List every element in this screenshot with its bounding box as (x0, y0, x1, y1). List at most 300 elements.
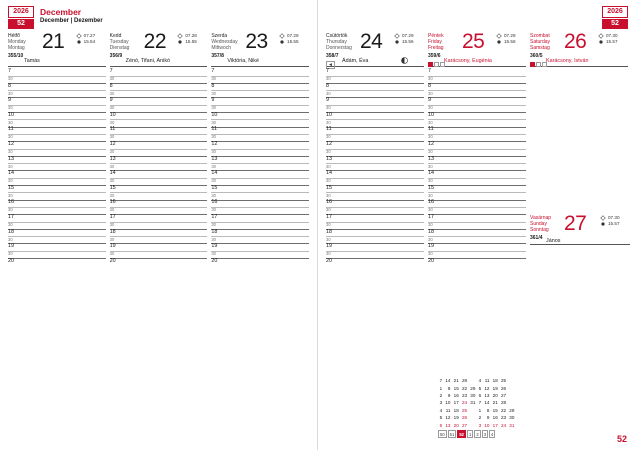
mini-cal-cell: 3 (478, 422, 482, 428)
half-hour-label: 30 (326, 178, 331, 184)
half-hour-label: 30 (8, 105, 13, 111)
hour-label: 7 (326, 68, 329, 74)
half-hour-label: 30 (8, 236, 13, 242)
day-of-year-friday: 359/6 (428, 53, 441, 59)
weekday-de-monday: Montag (8, 45, 25, 52)
hour-label: 13 (211, 155, 218, 162)
hour-label: 8 (326, 82, 329, 89)
holiday-markers-friday (428, 62, 445, 67)
hour-label: 18 (8, 228, 14, 235)
week-chip-50[interactable]: 50 (440, 431, 445, 437)
mini-cal-cell: 4 (478, 378, 482, 384)
year-label-left: 2026 (8, 6, 34, 18)
left-day-columns (8, 32, 309, 273)
weekday-en-tuesday: Tuesday (109, 39, 129, 46)
date-number-saturday: 26 (564, 30, 587, 53)
sunset-icon (76, 39, 82, 45)
mini-cal-cell: 13 (445, 422, 451, 428)
mini-cal-cell: 8 (447, 385, 451, 391)
hour-label: 17 (109, 213, 116, 220)
half-hour-label: 30 (428, 192, 433, 198)
half-hour-label: 30 (428, 134, 433, 140)
mini-calendar-week-strip[interactable] (438, 430, 516, 438)
hour-label: 8 (211, 82, 215, 89)
mini-cal-cell: 26 (500, 385, 507, 391)
sunset-icon (600, 221, 606, 227)
half-hour-label: 30 (428, 148, 433, 154)
mini-cal-cell: 19 (453, 415, 459, 421)
moon-phase-icon (401, 51, 408, 69)
mini-cal-cell: 9 (486, 415, 490, 421)
day-block-sunday (530, 214, 630, 245)
mini-cal-cell: 23 (461, 392, 468, 398)
day-divider-sunday (530, 244, 630, 245)
hour-label: 15 (326, 184, 332, 191)
mini-cal-cell: 22 (500, 407, 507, 413)
sunset-time-monday: 15.54 (83, 39, 96, 44)
half-hour-label: 30 (109, 148, 115, 154)
hour-label: 19 (428, 243, 434, 250)
hour-label: 8 (428, 82, 431, 89)
sunset-icon (496, 39, 502, 45)
hour-label: 15 (428, 184, 434, 191)
sun-times-thursday (394, 33, 424, 45)
date-number-friday: 25 (462, 30, 485, 53)
sunset-time-friday: 15.56 (504, 39, 516, 44)
hour-label: 17 (8, 213, 14, 220)
sunset-icon (279, 39, 285, 45)
half-hour-label: 30 (109, 178, 115, 184)
half-hour-label: 30 (109, 163, 115, 169)
mini-cal-cell: 18 (492, 378, 498, 384)
week-chip-1[interactable]: 1 (469, 431, 472, 437)
half-hour-label: 30 (326, 251, 331, 257)
day-header-wednesday (211, 32, 309, 66)
hour-label: 7 (8, 68, 11, 74)
half-hour-label: 30 (109, 105, 115, 111)
half-hour-label: 30 (326, 90, 331, 96)
mini-cal-cell: 20 (453, 422, 459, 428)
hour-label: 18 (428, 228, 434, 235)
mini-cal-cell: 3 (439, 400, 443, 406)
half-hour-label: 30 (109, 236, 115, 242)
hour-label: 20 (8, 257, 14, 264)
weekday-en-monday: Monday (8, 39, 26, 46)
mini-calendar[interactable] (438, 377, 516, 438)
weekday-de-friday: Freitag (428, 45, 444, 52)
hour-grid-tuesday[interactable] (110, 69, 208, 273)
mini-cal-cell: 9 (447, 392, 451, 398)
nameday-thursday: Ádám, Éva (342, 58, 369, 64)
weekday-hu-monday: Hétfő (8, 33, 20, 39)
mini-cal-cell: 10 (484, 422, 490, 428)
year-week-badge-left (8, 6, 34, 29)
hour-label: 20 (211, 257, 218, 264)
hour-label: 14 (8, 170, 14, 177)
half-hour-label: 30 (109, 251, 115, 257)
hour-label: 7 (428, 68, 431, 74)
day-divider-tuesday (110, 66, 208, 67)
weekday-hu-tuesday: Kedd (109, 33, 122, 39)
mini-cal-cell: 1 (439, 385, 443, 391)
hour-label: 18 (109, 228, 116, 235)
weekday-de-wednesday: Mittwoch (211, 45, 232, 52)
mini-cal-cell: 16 (453, 392, 459, 398)
half-hour-label: 30 (8, 207, 13, 213)
half-hour-label: 30 (8, 148, 13, 154)
day-column-monday (8, 32, 106, 273)
sunset-time-wednesday: 15.55 (287, 39, 299, 44)
half-hour-label: 30 (326, 105, 331, 111)
hour-label: 10 (428, 111, 434, 118)
hour-label: 16 (211, 199, 218, 206)
sunrise-time-sunday: 07.30 (608, 215, 620, 220)
hour-label: 15 (8, 184, 14, 191)
mini-cal-cell: 25 (500, 378, 507, 384)
day-of-year-wednesday: 357/8 (211, 53, 224, 59)
day-header-thursday (326, 32, 424, 66)
mini-cal-cell: 18 (453, 407, 459, 413)
mini-cal-cell: 23 (500, 415, 507, 421)
hour-label: 11 (326, 126, 332, 133)
sunset-time-saturday: 15.57 (606, 39, 618, 44)
mini-cal-cell: 27 (461, 422, 468, 428)
date-number-sunday: 27 (564, 212, 587, 235)
day-header-sunday (530, 214, 630, 244)
date-number-thursday: 24 (360, 30, 383, 53)
mini-cal-cell: 5 (478, 385, 482, 391)
mini-calendar-grid (438, 377, 516, 429)
sunrise-time-friday: 07.29 (504, 33, 516, 38)
mini-cal-cell: 7 (478, 400, 482, 406)
half-hour-label: 30 (326, 192, 331, 198)
mini-cal-cell: 20 (492, 392, 498, 398)
hour-label: 9 (428, 97, 431, 104)
hour-label: 20 (109, 257, 116, 264)
weekday-en-wednesday: Wednesday (211, 39, 238, 46)
nameday-monday: Tamás (24, 58, 40, 64)
half-hour-label: 30 (211, 221, 217, 227)
day-header-tuesday (110, 32, 208, 66)
sunset-time-thursday: 15.56 (402, 39, 414, 44)
mini-cal-cell: 28 (461, 378, 468, 384)
hour-label: 14 (428, 170, 434, 177)
weekday-hu-friday: Péntek (428, 33, 444, 39)
mini-cal-cell: 26 (461, 415, 468, 421)
half-hour-label: 30 (326, 163, 331, 169)
half-hour-label: 30 (211, 119, 217, 125)
sun-times-saturday (598, 33, 628, 45)
mini-cal-cell: 10 (445, 400, 451, 406)
mini-cal-cell: 15 (453, 385, 459, 391)
nameday-sunday: János (546, 238, 561, 244)
day-header-saturday (530, 32, 628, 66)
weekday-hu-saturday: Szombat (530, 33, 550, 39)
previous-week-marker[interactable]: ◄ (328, 62, 333, 68)
mini-cal-cell: 8 (486, 407, 490, 413)
mini-cal-cell: 16 (492, 415, 498, 421)
hour-label: 9 (326, 97, 329, 104)
nameday-saturday: Karácsony, István (546, 58, 589, 64)
half-hour-label: 30 (211, 148, 217, 154)
sun-times-wednesday (279, 33, 309, 45)
hour-label: 15 (109, 184, 116, 191)
day-divider-thursday (326, 66, 424, 67)
half-hour-label: 30 (109, 207, 115, 213)
half-hour-label: 30 (8, 76, 13, 81)
weekday-hu-thursday: Csütörtök (326, 33, 348, 39)
sun-times-sunday (600, 215, 630, 227)
sunrise-time-wednesday: 07.29 (287, 33, 299, 38)
nameday-tuesday: Zénó, Tifani, Anikó (125, 58, 171, 64)
mini-cal-cell: 2 (439, 392, 443, 398)
day-divider-monday (8, 66, 106, 67)
nameday-wednesday: Viktória, Niké (227, 58, 260, 64)
week-number-left: 52 (8, 19, 34, 29)
mini-cal-cell: 17 (453, 400, 459, 406)
mini-cal-cell: 13 (484, 392, 490, 398)
half-hour-label: 30 (428, 119, 433, 125)
half-hour-label: 30 (8, 119, 13, 125)
holiday-markers-saturday (530, 62, 547, 67)
hour-label: 11 (109, 126, 116, 133)
hour-label: 19 (109, 243, 116, 250)
day-header-monday (8, 32, 106, 66)
sunrise-time-tuesday: 07.28 (185, 33, 197, 38)
hour-label: 7 (211, 68, 215, 74)
hour-label: 9 (109, 97, 113, 104)
day-of-year-thursday: 358/7 (326, 53, 339, 59)
hour-label: 17 (428, 213, 434, 220)
hour-grid-friday[interactable] (428, 69, 526, 273)
half-hour-label: 30 (428, 251, 433, 257)
day-of-year-tuesday: 356/9 (109, 53, 123, 59)
hour-label: 9 (211, 97, 215, 104)
hour-label: 16 (8, 199, 14, 206)
date-number-monday: 21 (42, 30, 65, 53)
weekday-de-sunday: Sonntag (530, 227, 549, 234)
weekday-en-saturday: Saturday (530, 39, 551, 46)
half-hour-label: 30 (109, 134, 115, 140)
mini-cal-cell: 31 (509, 422, 515, 428)
mini-cal-cell: 5 (439, 415, 443, 421)
half-hour-label: 30 (8, 251, 13, 257)
month-name: December (40, 7, 82, 17)
mini-cal-cell: 30 (509, 415, 515, 421)
mini-cal-cell: 19 (492, 385, 498, 391)
hour-label: 12 (428, 140, 434, 147)
mini-cal-cell: 30 (470, 392, 476, 398)
half-hour-label: 30 (428, 76, 433, 81)
hour-label: 18 (211, 228, 218, 235)
sunrise-time-saturday: 07.30 (606, 33, 618, 38)
hour-label: 8 (109, 82, 113, 89)
mini-cal-cell: 17 (492, 422, 498, 428)
half-hour-label: 30 (109, 76, 115, 81)
day-divider-wednesday (211, 66, 309, 67)
week-chip-52[interactable]: 52 (459, 431, 465, 437)
year-label-right: 2026 (602, 6, 628, 18)
half-hour-label: 30 (326, 207, 331, 213)
weekday-hu-sunday: Vasárnap (530, 215, 552, 221)
mini-cal-cell: 6 (439, 422, 443, 428)
hour-label: 10 (211, 111, 218, 118)
half-hour-label: 30 (211, 90, 217, 96)
weekday-de-thursday: Donnerstag (326, 45, 352, 52)
mini-cal-cell: 6 (478, 392, 482, 398)
hour-grid-thursday[interactable] (326, 69, 424, 273)
week-chip-4[interactable]: 4 (491, 431, 494, 437)
hour-label: 13 (326, 155, 332, 162)
date-number-wednesday: 23 (245, 30, 268, 53)
mini-cal-cell: 11 (484, 378, 490, 384)
sun-times-tuesday (177, 33, 207, 45)
left-page-header (8, 6, 309, 30)
hour-label: 17 (211, 213, 218, 220)
hour-grid-wednesday[interactable] (211, 69, 309, 273)
nameday-friday: Karácsony, Eugénia (444, 58, 492, 64)
hour-label: 9 (8, 97, 11, 104)
half-hour-label: 30 (8, 178, 13, 184)
hour-label: 14 (109, 170, 116, 177)
half-hour-label: 30 (326, 119, 331, 125)
hour-label: 16 (109, 199, 116, 206)
hour-label: 13 (109, 155, 116, 162)
half-hour-label: 30 (428, 207, 433, 213)
half-hour-label: 30 (8, 192, 13, 198)
half-hour-label: 30 (326, 236, 331, 242)
half-hour-label: 30 (326, 148, 331, 154)
day-column-wednesday (211, 32, 309, 273)
weekday-hu-wednesday: Szerda (211, 33, 228, 39)
day-header-friday (428, 32, 526, 66)
half-hour-label: 30 (109, 119, 115, 125)
mini-cal-cell: 14 (484, 400, 490, 406)
year-week-badge-right (602, 6, 628, 29)
hour-label: 17 (326, 213, 332, 220)
weekday-de-tuesday: Dienstag (109, 45, 130, 52)
half-hour-label: 30 (428, 236, 433, 242)
hour-label: 8 (8, 82, 11, 89)
mini-cal-cell: 2 (478, 415, 482, 421)
hour-label: 13 (428, 155, 434, 162)
sunrise-time-monday: 07.27 (83, 33, 96, 38)
sunset-icon (177, 39, 183, 45)
half-hour-label: 30 (109, 90, 115, 96)
sunset-icon (598, 39, 604, 45)
sunset-time-sunday: 15.57 (608, 221, 620, 226)
hour-label: 16 (428, 199, 434, 206)
hour-label: 20 (326, 257, 332, 264)
week-chip-51[interactable]: 51 (449, 431, 455, 437)
mini-cal-cell: 24 (500, 422, 507, 428)
weekday-en-thursday: Thursday (326, 39, 347, 46)
day-of-year-saturday: 360/5 (530, 53, 543, 59)
sunset-icon (394, 39, 400, 45)
page-number: 52 (616, 434, 627, 444)
month-name-translations: December | Dezember (40, 18, 103, 24)
half-hour-label: 30 (211, 207, 217, 213)
half-hour-label: 30 (211, 134, 217, 140)
mini-cal-cell: 4 (439, 407, 443, 413)
half-hour-label: 30 (8, 221, 13, 227)
half-hour-label: 30 (211, 236, 217, 242)
weekday-de-saturday: Samstag (530, 45, 550, 52)
half-hour-label: 30 (326, 221, 331, 227)
mini-cal-cell: 7 (439, 378, 443, 384)
month-title-block (40, 6, 103, 25)
mini-cal-cell: 29 (509, 407, 515, 413)
half-hour-label: 30 (8, 163, 13, 169)
hour-label: 20 (428, 257, 434, 264)
week-chip-2[interactable]: 2 (476, 431, 479, 437)
half-hour-label: 30 (8, 134, 13, 140)
hour-label: 7 (109, 68, 113, 74)
half-hour-label: 30 (428, 90, 433, 96)
half-hour-label: 30 (428, 221, 433, 227)
sunset-time-tuesday: 15.55 (185, 39, 197, 44)
half-hour-label: 30 (326, 76, 331, 81)
day-column-friday (428, 32, 526, 273)
date-number-tuesday: 22 (143, 30, 167, 53)
day-column-thursday (326, 32, 424, 273)
week-chip-3[interactable]: 3 (483, 431, 487, 437)
right-page (318, 0, 636, 450)
half-hour-label: 30 (428, 178, 433, 184)
sun-times-monday (76, 33, 106, 45)
hour-label: 16 (326, 199, 332, 206)
half-hour-label: 30 (211, 251, 217, 257)
half-hour-label: 30 (109, 192, 115, 198)
half-hour-label: 30 (326, 134, 331, 140)
hour-label: 10 (8, 111, 14, 118)
mini-cal-cell: 29 (470, 385, 476, 391)
mini-cal-cell: 12 (445, 415, 451, 421)
mini-cal-cell: 28 (500, 400, 507, 406)
hour-label: 18 (326, 228, 332, 235)
day-of-year-sunday: 361/4 (530, 235, 543, 241)
mini-cal-cell: 14 (445, 378, 451, 384)
half-hour-label: 30 (211, 178, 217, 184)
mini-cal-cell: 31 (470, 400, 476, 406)
half-hour-label: 30 (211, 105, 217, 111)
hour-label: 13 (8, 155, 14, 162)
hour-label: 19 (211, 243, 218, 250)
mini-cal-cell: 27 (500, 392, 507, 398)
mini-cal-cell: 21 (453, 378, 459, 384)
hour-label: 11 (428, 126, 434, 133)
hour-label: 12 (211, 140, 218, 147)
week-number-right: 52 (602, 19, 628, 29)
mini-cal-cell: 15 (492, 407, 498, 413)
hour-label: 15 (211, 184, 218, 191)
sun-times-friday (496, 33, 526, 45)
day-of-year-monday: 355/10 (8, 53, 24, 59)
hour-grid-monday[interactable] (8, 69, 106, 273)
half-hour-label: 30 (109, 221, 115, 227)
mini-cal-cell: 21 (492, 400, 498, 406)
half-hour-label: 30 (211, 163, 217, 169)
hour-label: 19 (326, 243, 332, 250)
hour-label: 19 (8, 243, 14, 250)
half-hour-label: 30 (428, 163, 433, 169)
weekday-en-sunday: Sunday (530, 221, 547, 228)
hour-label: 11 (8, 126, 14, 133)
mini-cal-cell: 12 (484, 385, 490, 391)
mini-cal-cell: 11 (445, 407, 451, 413)
half-hour-label: 30 (8, 90, 13, 96)
half-hour-label: 30 (211, 76, 217, 81)
